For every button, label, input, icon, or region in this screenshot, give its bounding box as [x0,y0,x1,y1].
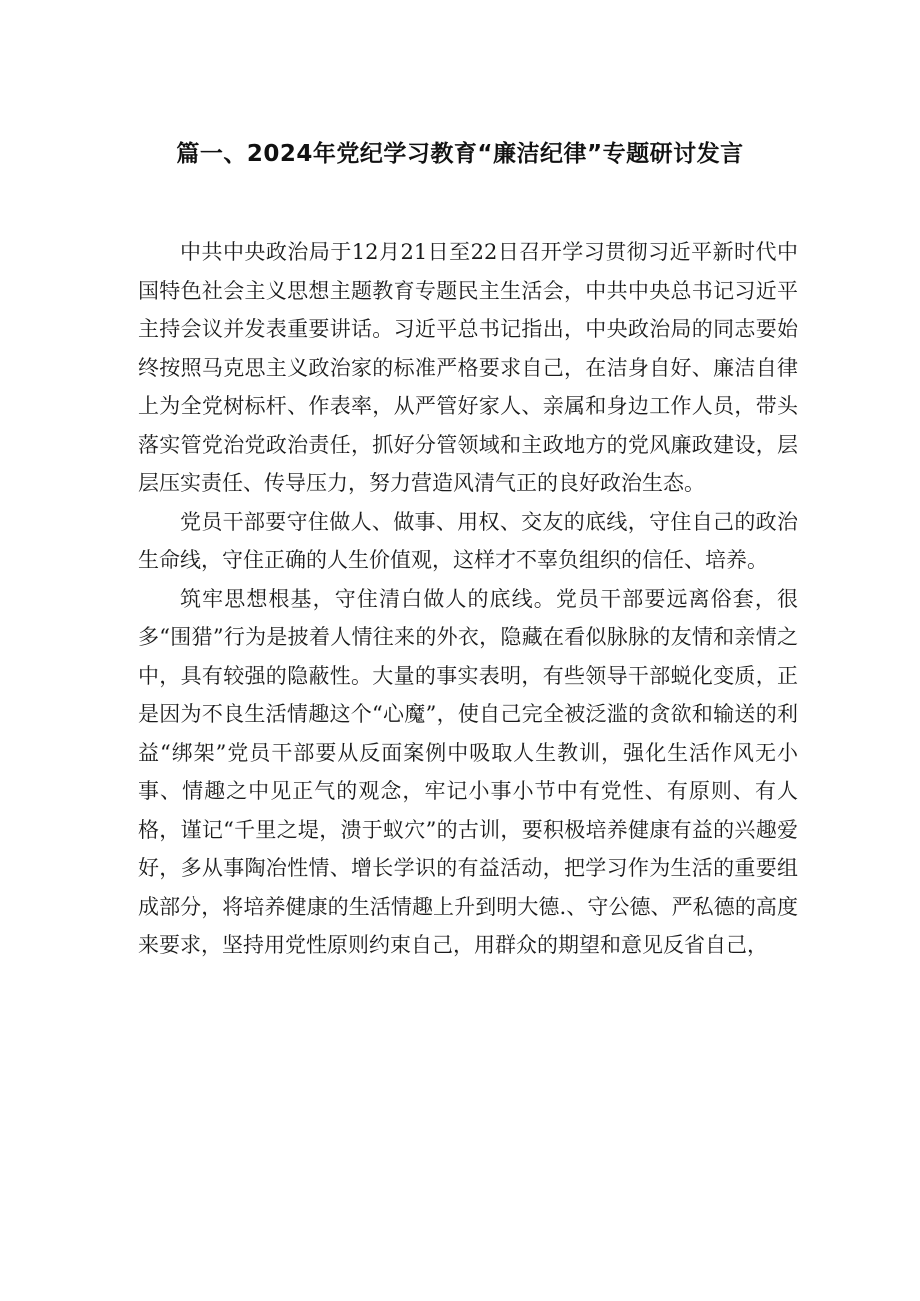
paragraph-3: 筑牢思想根基，守住清白做人的底线。党员干部要远离俗套，很多“围猎”行为是披着人情往来的外衣，隐藏在看似脉脉的友情和亲情之中，具有较强的隐蔽性。大量的事实表明，有些领导干部蜕化变质，正是因为不良生活情趣这个“心魔”，使自己完全被泛滥的贪欲和输送的利益“绑架”党员干部要从反面案例中吸取人生教训，强化生活作风无小事、情趣之中见正气的观念，牢记小事小节中有党性、有原则、有人格，谨记“千里之堤，溃于蚁穴”的古训，要积极培养健康有益的兴趣爱好，多从事陶冶性情、增长学识的有益活动，把学习作为生活的重要组成部分，将培养健康的生活情趣上升到明大德.、守公德、严私德的高度来要求，坚持用党性原则约束自己，用群众的期望和意见反省自己， [138,586,798,957]
document-body [138,233,798,965]
paragraph-2: 党员干部要守住做人、做事、用权、交友的底线，守住自己的政治生命线，守住正确的人生价值观，这样才不辜负组织的信任、培养。 [138,509,798,572]
paragraph-1: 中共中央政治局于12月21日至22日召开学习贯彻习近平新时代中国特色社会主义思想主题教育专题民主生活会，中共中央总书记习近平主持会议并发表重要讲话。习近平总书记指出，中央政治局的同志要始终按照马克思主义政治家的标准严格要求自己，在洁身自好、廉洁自律上为全党树标杆、作表率，从严管好家人、亲属和身边工作人员，带头落实管党治党政治责任，抓好分管领域和主政地方的党风廉政建设，层层压实责任、传导压力，努力营造风清气正的良好政治生态。 [138,240,798,495]
document-title: 篇一、2024年党纪学习教育“廉洁纪律”专题研讨发言 [176,141,744,167]
